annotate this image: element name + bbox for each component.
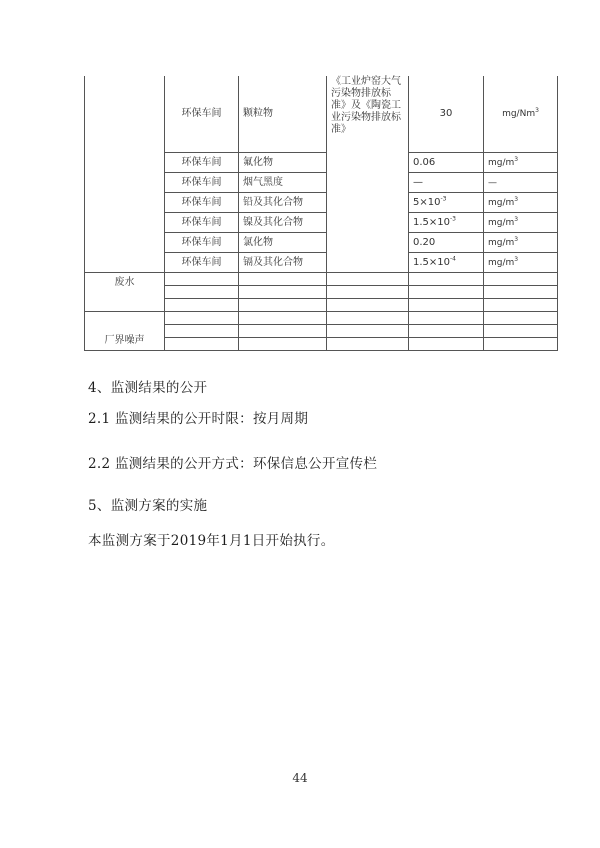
- limit-cell: 0.20: [409, 233, 484, 253]
- unit-cell: mg/Nm$^3$: [484, 76, 558, 153]
- table-row: [85, 76, 558, 153]
- category-cell: [85, 76, 165, 273]
- limit-cell: 30: [409, 76, 484, 153]
- page-number: 44: [292, 771, 308, 785]
- workshop-cell: 环保车间: [165, 233, 239, 253]
- pollutant-cell: 铅及其化合物: [239, 193, 327, 213]
- section4-heading: 4、监测结果的公开: [88, 380, 208, 396]
- workshop-cell: 环保车间: [165, 193, 239, 213]
- unit-cell: $mg/m^3$: [484, 253, 558, 273]
- pollutant-cell: 氟化物: [239, 153, 327, 173]
- limit-cell: 0.06: [409, 153, 484, 173]
- pollutant-cell: 镍及其化合物: [239, 213, 327, 233]
- table-row: [85, 312, 558, 325]
- unit-cell: $mg/m^3$: [484, 213, 558, 233]
- workshop-cell: 环保车间: [165, 153, 239, 173]
- workshop-cell: 环保车间: [165, 173, 239, 193]
- limit-cell: $5\times 10^{-3}$: [409, 193, 484, 213]
- unit-cell: $mg/m^3$: [484, 233, 558, 253]
- monitoring-table: [84, 76, 558, 351]
- pollutant-cell: 烟气黑度: [239, 173, 327, 193]
- unit-cell: —: [484, 173, 558, 193]
- wastewater-label: 废水: [85, 273, 165, 312]
- pollutant-cell: 镉及其化合物: [239, 253, 327, 273]
- pollutant-cell: 氯化物: [239, 233, 327, 253]
- limit-cell: $1.5\times 10^{-4}$: [409, 253, 484, 273]
- section5-heading: 5、监测方案的实施: [88, 498, 208, 514]
- table-row: [85, 273, 558, 286]
- pollutant-cell: 颗粒物: [239, 76, 327, 153]
- section4-1-text: 2.1 监测结果的公开时限：按月周期: [88, 411, 309, 427]
- section5-body: 本监测方案于2019年1月1日开始执行。: [88, 533, 335, 549]
- limit-cell: —: [409, 173, 484, 193]
- workshop-cell: 环保车间: [165, 213, 239, 233]
- noise-label: 厂界噪声: [85, 312, 165, 351]
- workshop-cell: 环保车间: [165, 253, 239, 273]
- limit-cell: $1.5\times 10^{-3}$: [409, 213, 484, 233]
- unit-cell: $mg/m^3$: [484, 153, 558, 173]
- standard-cell: 《工业炉窑大气污染物排放标准》及《陶瓷工业污染物排放标准》: [327, 76, 409, 273]
- workshop-cell: 环保车间: [165, 76, 239, 153]
- unit-cell: $mg/m^3$: [484, 193, 558, 213]
- section4-2-text: 2.2 监测结果的公开方式：环保信息公开宣传栏: [88, 456, 378, 472]
